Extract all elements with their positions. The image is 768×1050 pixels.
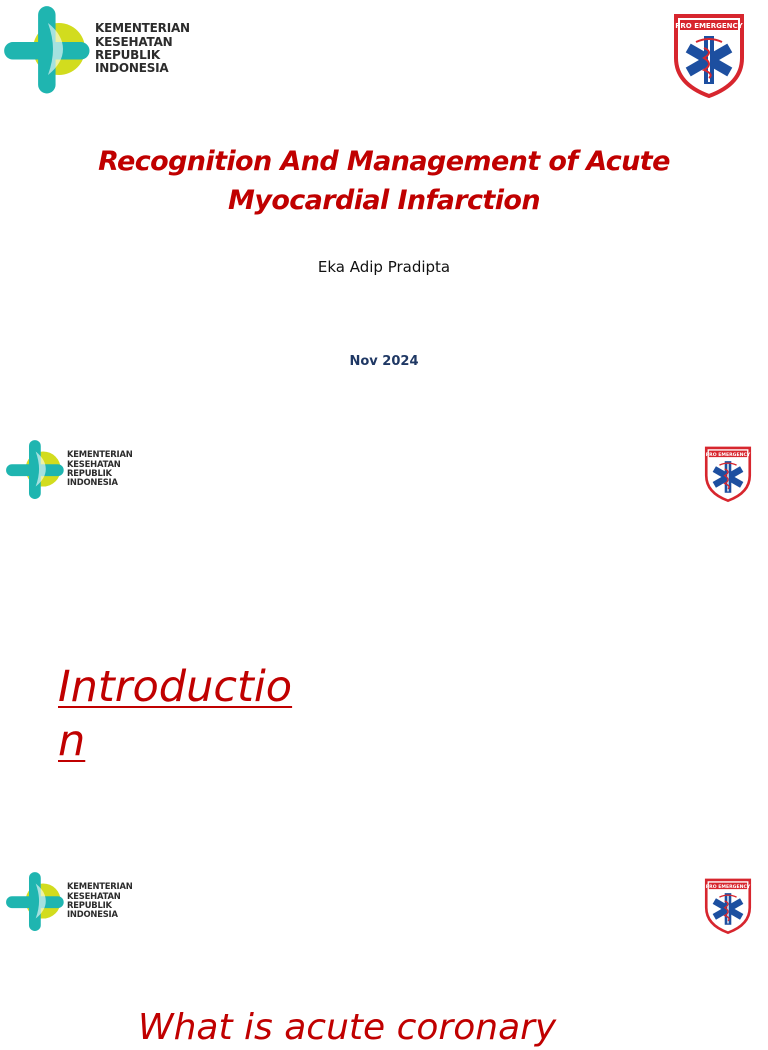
slide-heading: What is acute coronary (138, 1007, 557, 1048)
kemenkes-wordmark: KEMENTERIAN KESEHATAN REPUBLIK INDONESIA (67, 881, 133, 920)
pro-emergency-logo (702, 444, 754, 502)
pro-emergency-logo (670, 10, 748, 98)
author-name: Eka Adip Pradipta (317, 258, 451, 276)
pro-emergency-logo (702, 876, 754, 934)
title-slide (0, 0, 768, 432)
star-of-life-badge-icon (702, 876, 754, 934)
presentation-date: Nov 2024 (349, 354, 419, 369)
star-of-life-badge-icon (702, 444, 754, 502)
svg-text:PRO EMERGENCY: PRO EMERGENCY (675, 22, 743, 30)
kemenkes-wordmark: KEMENTERIAN KESEHATAN REPUBLIK INDONESIA (67, 449, 133, 488)
kemenkes-logo (9, 442, 133, 496)
kemenkes-emblem-icon (9, 442, 61, 496)
kemenkes-logo (9, 9, 190, 89)
svg-text:PRO EMERGENCY: PRO EMERGENCY (705, 452, 751, 458)
kemenkes-wordmark: KEMENTERIAN KESEHATAN REPUBLIK INDONESIA (95, 21, 190, 76)
presentation-title: Recognition And Management of Acute Myocardial Infarction (98, 146, 670, 216)
star-of-life-badge-icon (670, 10, 748, 98)
svg-text:PRO EMERGENCY: PRO EMERGENCY (705, 884, 751, 890)
kemenkes-emblem-icon (9, 874, 61, 928)
kemenkes-logo (9, 874, 133, 928)
section-slide (0, 432, 768, 864)
section-title: Introduction (58, 662, 293, 766)
kemenkes-emblem-icon (9, 9, 85, 89)
content-slide (0, 864, 768, 1048)
